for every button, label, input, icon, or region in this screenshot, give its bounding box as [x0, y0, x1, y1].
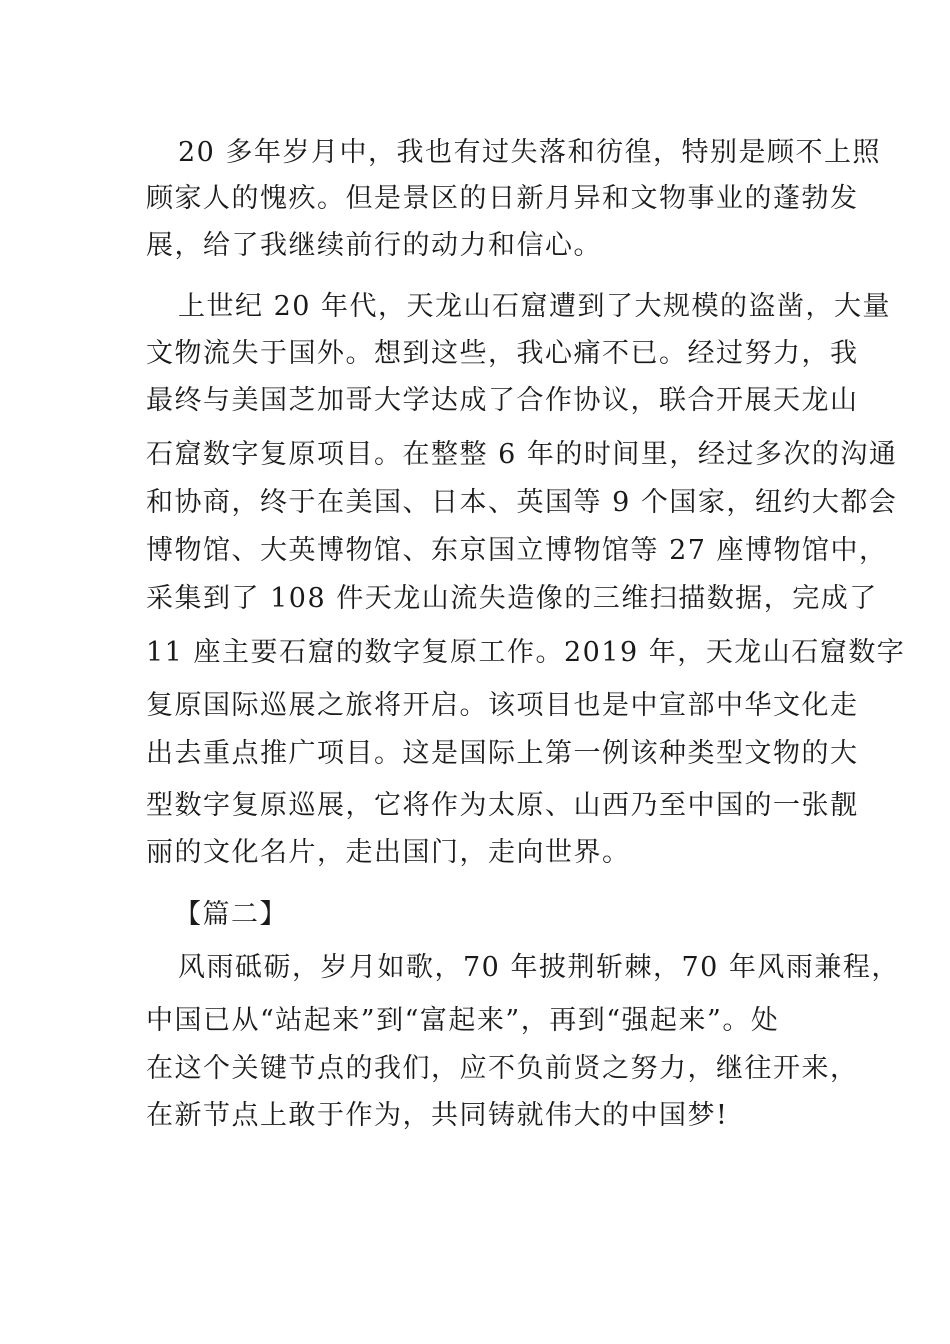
paragraph-1-line-1: 20 多年岁月中，我也有过失落和彷徨，特别是顾不上照 [178, 137, 881, 168]
paragraph-2-line-10: 出去重点推广项目。这是国际上第一例该种类型文物的大 [146, 738, 859, 769]
section-heading: 【篇二】 [174, 899, 288, 930]
paragraph-3-line-2: 中国已从“站起来”到“富起来”，再到“强起来”。处 [146, 1005, 780, 1036]
paragraph-2-line-9: 复原国际巡展之旅将开启。该项目也是中宣部中华文化走 [146, 690, 859, 721]
paragraph-2-line-3: 最终与美国芝加哥大学达成了合作协议，联合开展天龙山 [146, 385, 859, 416]
paragraph-2-line-7: 采集到了 108 件天龙山流失造像的三维扫描数据，完成了 [146, 583, 878, 614]
paragraph-3-line-4: 在新节点上敢于作为，共同铸就伟大的中国梦! [146, 1100, 729, 1131]
paragraph-2-line-11: 型数字复原巡展，它将作为太原、山西乃至中国的一张靓 [146, 790, 859, 821]
paragraph-3-line-1: 风雨砥砺，岁月如歌，70 年披荆斩棘，70 年风雨兼程， [178, 952, 900, 983]
paragraph-2-line-6: 博物馆、大英博物馆、东京国立博物馆等 27 座博物馆中， [146, 535, 888, 566]
paragraph-2-line-4: 石窟数字复原项目。在整整 6 年的时间里，经过多次的沟通 [146, 439, 898, 470]
paragraph-2-line-12: 丽的文化名片，走出国门，走向世界。 [146, 837, 631, 868]
paragraph-2-line-5: 和协商，终于在美国、日本、英国等 9 个国家，纽约大都会 [146, 487, 898, 518]
paragraph-2-line-2: 文物流失于国外。想到这些，我心痛不已。经过努力，我 [146, 338, 859, 369]
paragraph-3-line-3: 在这个关键节点的我们，应不负前贤之努力，继往开来， [146, 1053, 859, 1084]
paragraph-1-line-2: 顾家人的愧疚。但是景区的日新月异和文物事业的蓬勃发 [146, 183, 859, 214]
paragraph-1-line-3: 展，给了我继续前行的动力和信心。 [146, 230, 602, 261]
paragraph-2-line-1: 上世纪 20 年代，天龙山石窟遭到了大规模的盗凿，大量 [178, 291, 892, 322]
paragraph-2-line-8: 11 座主要石窟的数字复原工作。2019 年，天龙山石窟数字 [146, 637, 906, 668]
